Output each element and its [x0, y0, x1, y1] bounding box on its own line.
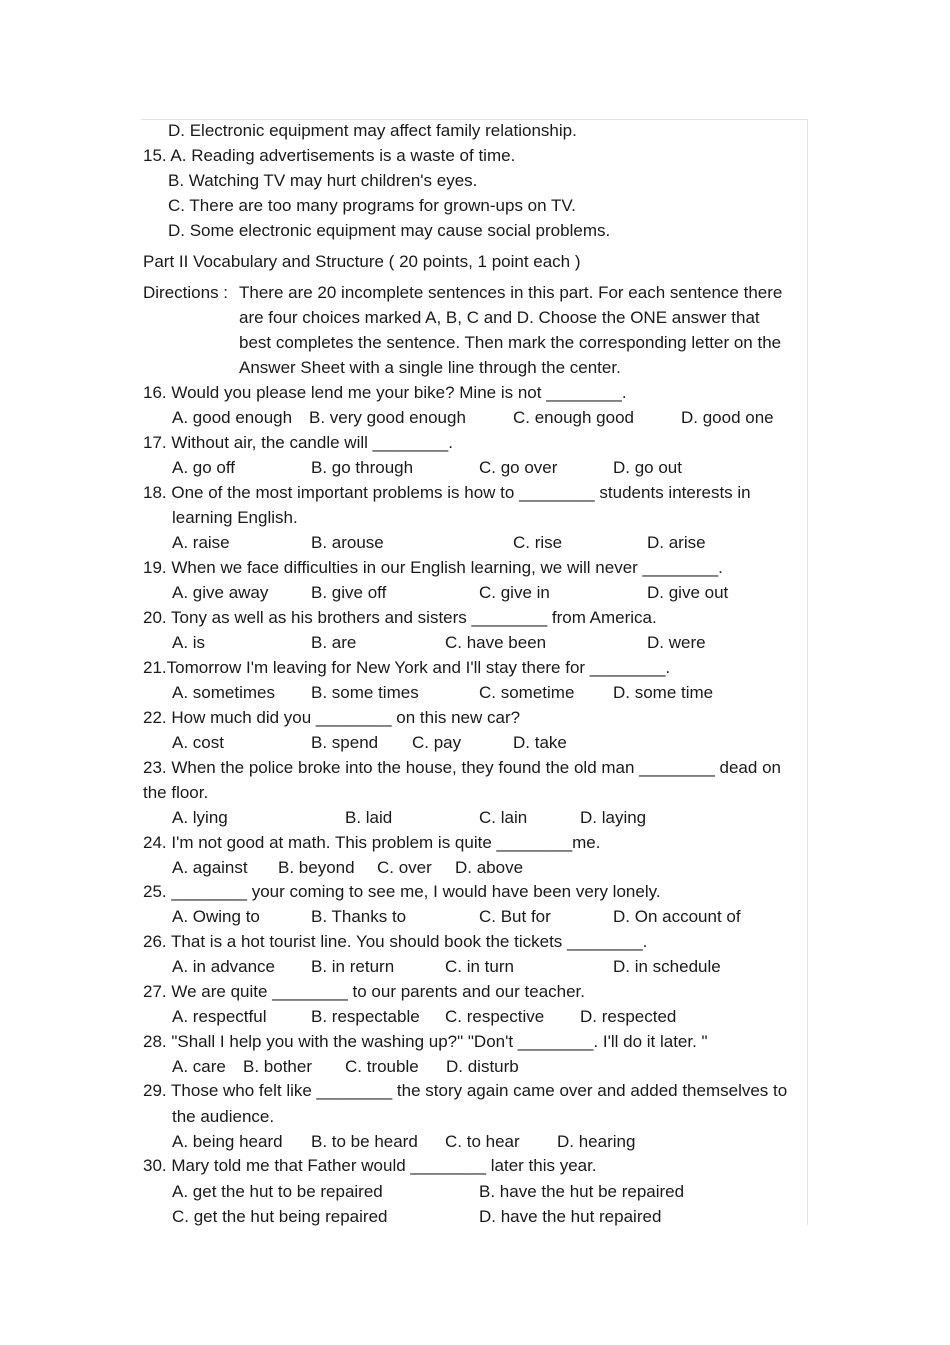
question-stem: 30. Mary told me that Father would ________ later this year.: [143, 1156, 597, 1175]
option-d: D. respected: [580, 1007, 677, 1026]
question-stem: 23. When the police broke into the house, they found the old man ________ dead on: [143, 758, 781, 777]
option-c: C. over: [377, 858, 432, 877]
option-b: B. give off: [311, 583, 387, 602]
q14-option-d: D. Electronic equipment may affect family relationship.: [168, 121, 577, 140]
question-stem-cont: the audience.: [172, 1107, 275, 1126]
option-a: A. raise: [172, 533, 230, 552]
option-d: D. laying: [580, 808, 647, 827]
option-d: D. in schedule: [613, 957, 721, 976]
directions-line: are four choices marked A, B, C and D. Choose the ONE answer that: [239, 308, 760, 327]
question-stem-cont: learning English.: [172, 508, 298, 527]
q15-stem: 15. A. Reading advertisements is a waste of time.: [143, 146, 516, 165]
option-b: B. arouse: [311, 533, 384, 552]
option-b: B. are: [311, 633, 357, 652]
question-stem: 27. We are quite ________ to our parents and our teacher.: [143, 982, 585, 1001]
option-a: A. give away: [172, 583, 269, 602]
option-d: D. good one: [681, 408, 774, 427]
question-stem-cont: the floor.: [143, 783, 209, 802]
option-a: A. go off: [172, 458, 236, 477]
question-stem: 17. Without air, the candle will ________.: [143, 433, 453, 452]
option-b: B. spend: [311, 733, 379, 752]
question-stem: 22. How much did you ________ on this new car?: [143, 708, 521, 727]
option-a: A. get the hut to be repaired: [172, 1182, 383, 1201]
part2-title: Part II Vocabulary and Structure ( 20 points, 1 point each ): [143, 252, 581, 271]
option-b: B. some times: [311, 683, 419, 702]
option-b: B. go through: [311, 458, 414, 477]
option-c: C. to hear: [445, 1132, 520, 1151]
option-a: A. lying: [172, 808, 228, 827]
directions-label: Directions :: [143, 283, 229, 302]
option-c: C. have been: [445, 633, 547, 652]
option-a: A. against: [172, 858, 248, 877]
option-d: D. above: [455, 858, 524, 877]
option-d: D. go out: [613, 458, 682, 477]
option-b: B. have the hut be repaired: [479, 1182, 685, 1201]
option-a: A. good enough: [172, 408, 293, 427]
option-c: C. enough good: [513, 408, 634, 427]
option-c: C. give in: [479, 583, 550, 602]
option-d: D. hearing: [557, 1132, 636, 1151]
option-c: C. pay: [412, 733, 462, 752]
option-c: C. trouble: [345, 1057, 419, 1076]
option-a: A. sometimes: [172, 683, 275, 702]
option-c: C. in turn: [445, 957, 514, 976]
q15-option-c: C. There are too many programs for grown-ups on TV.: [168, 196, 576, 215]
option-b: B. to be heard: [311, 1132, 418, 1151]
option-c: C. But for: [479, 907, 551, 926]
option-a: A. Owing to: [172, 907, 260, 926]
question-stem: 19. When we face difficulties in our English learning, we will never ________.: [143, 558, 723, 577]
option-a: A. being heard: [172, 1132, 283, 1151]
option-d: D. give out: [647, 583, 729, 602]
option-b: B. laid: [345, 808, 393, 827]
option-d: D. were: [647, 633, 706, 652]
option-d: D. some time: [613, 683, 714, 702]
option-b: B. respectable: [311, 1007, 420, 1026]
option-a: A. is: [172, 633, 206, 652]
question-stem: 18. One of the most important problems is how to ________ students interests in: [143, 483, 751, 502]
option-c: C. go over: [479, 458, 558, 477]
option-d: D. On account of: [613, 907, 741, 926]
option-b: B. in return: [311, 957, 395, 976]
option-d: D. arise: [647, 533, 706, 552]
option-c: C. rise: [513, 533, 563, 552]
option-d: D. have the hut repaired: [479, 1207, 662, 1226]
option-c: C. sometime: [479, 683, 575, 702]
question-stem: 29. Those who felt like ________ the story again came over and added themselves to: [143, 1081, 788, 1100]
question-stem: 20. Tony as well as his brothers and sisters ________ from America.: [143, 608, 657, 627]
question-stem: 26. That is a hot tourist line. You should book the tickets ________.: [143, 932, 648, 951]
q15-option-b: B. Watching TV may hurt children's eyes.: [168, 171, 478, 190]
option-a: A. in advance: [172, 957, 276, 976]
option-c: C. respective: [445, 1007, 545, 1026]
q15-option-d: D. Some electronic equipment may cause social problems.: [168, 221, 611, 240]
question-stem: 21.Tomorrow I'm leaving for New York and I'll stay there for ________.: [143, 658, 671, 677]
directions-line: There are 20 incomplete sentences in this part. For each sentence there: [239, 283, 783, 302]
question-stem: 24. I'm not good at math. This problem is quite ________me.: [143, 833, 601, 852]
directions-line: best completes the sentence. Then mark the corresponding letter on the: [239, 333, 782, 352]
option-d: D. disturb: [446, 1057, 519, 1076]
option-a: A. cost: [172, 733, 224, 752]
option-d: D. take: [513, 733, 567, 752]
option-c: C. lain: [479, 808, 528, 827]
option-b: B. bother: [243, 1057, 312, 1076]
option-c: C. get the hut being repaired: [172, 1207, 388, 1226]
option-b: B. very good enough: [309, 408, 466, 427]
option-a: A. care: [172, 1057, 226, 1076]
question-stem: 16. Would you please lend me your bike? Mine is not ________.: [143, 383, 627, 402]
directions-line: Answer Sheet with a single line through the center.: [239, 358, 621, 377]
option-b: B. Thanks to: [311, 907, 407, 926]
option-b: B. beyond: [278, 858, 355, 877]
question-stem: 28. "Shall I help you with the washing up?" "Don't ________. I'll do it later. ": [143, 1032, 708, 1051]
question-stem: 25. ________ your coming to see me, I would have been very lonely.: [143, 882, 661, 901]
option-a: A. respectful: [172, 1007, 267, 1026]
